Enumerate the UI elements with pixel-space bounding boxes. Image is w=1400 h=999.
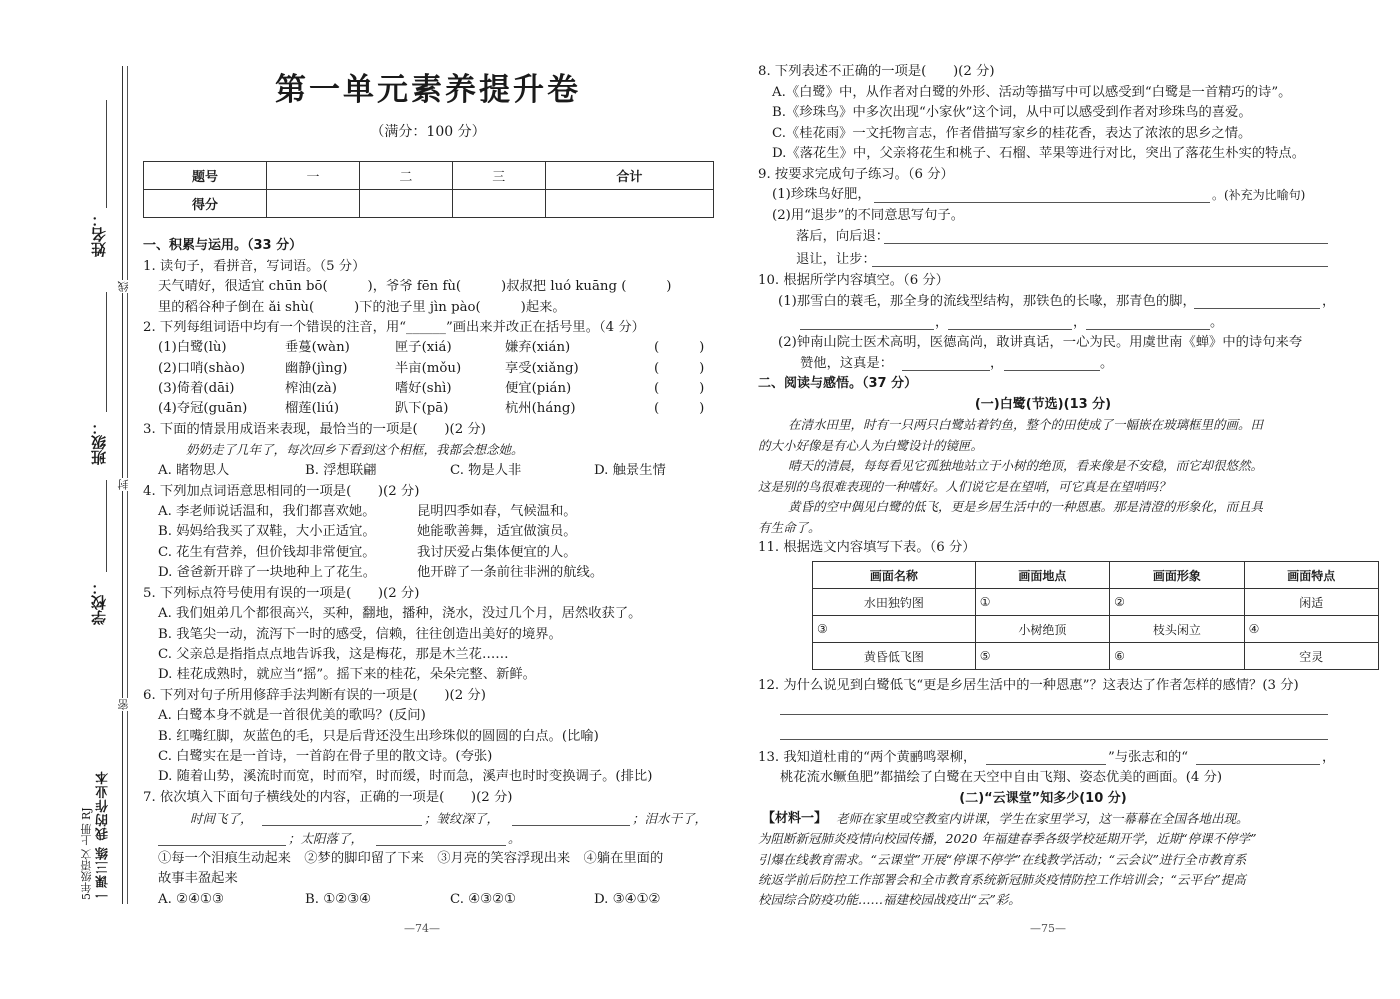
page-number-left: —74— — [404, 922, 440, 935]
q13-blank-1[interactable] — [986, 764, 1106, 765]
score-input[interactable] — [359, 190, 452, 218]
reading-1-title: (一)白鹭(节选)(13 分) — [974, 397, 1112, 412]
q7-sentence-part5: 。 — [508, 831, 521, 846]
score-cell: 一 — [267, 162, 360, 190]
q8-option-c[interactable]: C.《桂花雨》一文托物言志，作者借描写家乡的桂花香，表达了浓浓的思乡之情。 — [772, 126, 1252, 141]
q11-table-header — [813, 562, 1379, 589]
school-field[interactable] — [106, 480, 107, 572]
score-table-header-row — [144, 162, 714, 190]
q10-comma-4: ， — [990, 356, 1004, 371]
q13-blank-2[interactable] — [1196, 764, 1320, 765]
seal-xian: 线 — [117, 281, 130, 292]
q11-answer-cell[interactable]: ③ — [813, 616, 976, 643]
q10-blank-1[interactable] — [1194, 308, 1320, 309]
score-cell: 合计 — [545, 162, 713, 190]
reading-1-p1-line2: 的大小好像是有心人为白鹭设计的镜匣。 — [758, 438, 984, 453]
score-table — [143, 161, 714, 218]
q6-option-b[interactable]: B. 红嘴红脚，灰蓝色的毛，只是后背还没生出珍珠似的圆圆的白点。(比喻) — [158, 729, 599, 744]
score-cell: 题号 — [144, 162, 267, 190]
q11-answer-cell[interactable]: ② — [1110, 589, 1244, 616]
q6-option-a[interactable]: A. 白鹭本身不就是一首很优美的歌吗？(反问) — [158, 708, 426, 723]
reading-2-line2: 为阻断新冠肺炎疫情向校园传播，2020 年福建春季各级学校延期开学，近期“停课不停学” — [758, 831, 1257, 846]
q2-row4-c2: 榴莲(liú) — [285, 401, 340, 416]
school-label: 学校： — [90, 580, 108, 625]
question-7: 7. 依次填入下面句子横线处的内容，正确的一项是( )(2 分) — [143, 790, 513, 805]
q11-table-row — [813, 616, 1379, 643]
q12-answer-line-1[interactable] — [780, 714, 1328, 715]
brand-subtext: 5年级语文 上册 RJ — [80, 807, 93, 900]
q7-option-b[interactable]: B. ①②③④ — [305, 892, 371, 907]
q9-part1-answer-line[interactable] — [874, 202, 1210, 203]
q2-row4-c3: 趴下(pā) — [395, 401, 449, 416]
question-11: 11. 根据选文内容填写下表。（6 分） — [758, 540, 976, 555]
q13-comma: ， — [1322, 750, 1336, 765]
q7-sentence-part2: ；皱纹深了， — [424, 811, 500, 826]
q11-cell: 枝头闲立 — [1110, 616, 1244, 643]
question-9: 9. 按要求完成句子练习。（6 分） — [758, 167, 954, 182]
name-field[interactable] — [106, 100, 107, 208]
q2-row3-c1: (3)倚着(dāi) — [158, 381, 235, 396]
class-label: 班级： — [90, 420, 108, 465]
q2-row3-answer[interactable]: ( ) — [654, 381, 705, 396]
section-1-heading: 一、积累与运用。（33 分） — [143, 238, 303, 253]
q6-option-d[interactable]: D. 随着山势，溪流时而宽，时而窄，时而缓，时而急，溪声也时时变换调子。(排比) — [158, 769, 653, 784]
q11-table — [812, 561, 1379, 670]
seal-mi: 密 — [117, 699, 130, 710]
q10-blank-5[interactable] — [902, 370, 990, 371]
q5-option-b[interactable]: B. 我笔尖一动，流泻下一时的感受，信赖，往往创造出美好的境界。 — [158, 627, 562, 642]
q9-part2: (2)用“退步”的不同意思写句子。 — [772, 208, 964, 223]
q3-option-a[interactable]: A. 睹物思人 — [158, 463, 230, 478]
score-cell: 三 — [452, 162, 545, 190]
q4-option-b[interactable]: B. 妈妈给我买了双鞋，大小正适宜。 — [158, 524, 376, 539]
seal-feng: 封 — [117, 479, 130, 490]
class-field[interactable] — [106, 292, 107, 412]
question-5: 5. 下列标点符号使用有误的一项是( )(2 分) — [143, 586, 420, 601]
q11-table-row — [813, 589, 1379, 616]
reading-2-title: (二)“云课堂”知多少(10 分) — [959, 791, 1127, 806]
q9-part1: (1)珍珠鸟好肥， — [772, 187, 871, 202]
q11-cell: 小树绝顶 — [975, 616, 1109, 643]
q6-option-c[interactable]: C. 白鹭实在是一首诗，一首韵在骨子里的散文诗。(夸张) — [158, 749, 493, 764]
q3-option-b[interactable]: B. 浮想联翩 — [305, 463, 377, 478]
reading-2-line5: 校园综合防疫功能……福建校园战疫出“云”彩。 — [758, 892, 1021, 907]
q2-row1-c2: 垂蔓(wàn) — [285, 340, 350, 355]
q2-row2-c2: 幽静(jìnɡ) — [285, 361, 348, 376]
score-input[interactable] — [545, 190, 713, 218]
question-2: 2. 下列每组词语中均有一个错误的注音，用“______”画出来并改正在括号里。（4 分） — [143, 320, 645, 335]
q4-option-c[interactable]: C. 花生有营养，但价钱却非常便宜。 — [158, 545, 376, 560]
question-3: 3. 下面的情景用成语来表现，最恰当的一项是( )(2 分) — [143, 422, 486, 437]
score-cell: 得分 — [144, 190, 267, 218]
q9-part2a-label: 落后，向后退： — [796, 229, 890, 244]
page-number-right: —75— — [1030, 922, 1066, 935]
name-label: 姓名： — [90, 212, 108, 257]
reading-2-material-tag: 【材料一】 — [762, 811, 828, 826]
q7-blank-1[interactable] — [262, 825, 422, 826]
q7-option-c[interactable]: C. ④③②① — [450, 892, 516, 907]
q11-answer-cell[interactable]: ⑤ — [975, 643, 1109, 670]
question-8: 8. 下列表述不正确的一项是( )(2 分) — [758, 64, 995, 79]
q11-cell: 黄昏低飞图 — [813, 643, 976, 670]
q11-cell: 水田独钓图 — [813, 589, 976, 616]
q4-option-c-pair: 我讨厌爱占集体便宜的人。 — [417, 545, 577, 560]
full-score: （满分：100 分） — [370, 124, 486, 140]
question-4: 4. 下列加点词语意思相同的一项是( )(2 分) — [143, 484, 420, 499]
q2-row1-c4: 嫌弃(xián) — [505, 340, 571, 355]
q9-part2b-answer-line[interactable] — [872, 266, 1328, 267]
reading-1-p2-line2: 这是别的鸟很难表现的一种嗜好。人们说它是在望哨，可它真是在望哨吗？ — [758, 479, 1171, 494]
q2-row4-answer[interactable]: ( ) — [654, 401, 705, 416]
score-input[interactable] — [267, 190, 360, 218]
question-13-cont: 桃花流水鳜鱼肥”都描绘了白鹭在天空中自由飞翔、姿态优美的画面。(4 分) — [780, 770, 1223, 785]
q8-option-b[interactable]: B.《珍珠鸟》中多次出现“小家伙”这个词，从中可以感受到作者对珍珠鸟的喜爱。 — [772, 105, 1252, 120]
question-13: 13. 我知道杜甫的“两个黄鹂鸣翠柳， — [758, 750, 977, 765]
q7-items-line2: 故事丰盈起来 — [158, 871, 238, 886]
q11-table-row — [813, 643, 1379, 670]
q9-part2b-label: 退让，让步： — [796, 252, 876, 267]
q4-option-d-pair: 他开辟了一条前往非洲的航线。 — [417, 565, 604, 580]
q2-row1-c1: (1)白鹭(lù) — [158, 340, 227, 355]
q2-row2-c4: 享受(xiǎng) — [505, 361, 579, 376]
section-2-heading: 二、阅读与感悟。（37 分） — [758, 376, 918, 391]
q2-row4-c4: 杭州(háng) — [505, 401, 576, 416]
reading-2-line4: 统返学前后防控工作部署会和全市教育系统新冠肺炎疫情防控工作培训会；“云平台”提高 — [758, 872, 1246, 887]
question-1-line2: 里的稻谷种子倒在 ǎi shù( )下的池子里 jìn pào( )起来。 — [158, 300, 566, 315]
question-1-line1: 天气晴好，很适宜 chūn bō( )，爷爷 fēn fù( )叔叔把 luó kuāng ( ) — [158, 279, 672, 294]
q7-blank-2[interactable] — [512, 825, 630, 826]
q10-part2-cont: 赞他，这真是： — [800, 356, 894, 371]
q5-option-d[interactable]: D. 桂花成熟时，就应当“摇”。摇下来的桂花，朵朵完整、新鲜。 — [158, 667, 536, 682]
reading-1-p1-line1: 在清水田里，时有一只两只白鹭站着钓鱼，整个的田使成了一幅嵌在玻璃框里的画。田 — [788, 417, 1264, 432]
q2-row3-c4: 便宜(pián) — [505, 381, 572, 396]
q4-option-d[interactable]: D. 爸爸新开辟了一块地种上了花生。 — [158, 565, 377, 580]
q2-row3-c2: 榨油(zà) — [285, 381, 337, 396]
q10-comma-1: ， — [1322, 294, 1336, 309]
q3-option-c[interactable]: C. 物是人非 — [450, 463, 522, 478]
q12-answer-line-2[interactable] — [780, 739, 1328, 740]
q9-part2a-answer-line[interactable] — [884, 243, 1328, 244]
question-3-context: 奶奶走了几年了，每次回乡下看到这个相框，我都会想念她。 — [186, 442, 524, 457]
q2-row2-c3: 半亩(mǒu) — [395, 361, 462, 376]
brand-text: 一课三练 我的作业本 — [96, 770, 111, 902]
q11-answer-cell[interactable]: ① — [975, 589, 1109, 616]
q2-row1-answer[interactable]: ( ) — [654, 340, 705, 355]
q10-blank-3[interactable] — [948, 329, 1072, 330]
q7-items-line1: ①每一个泪痕生动起来 ②梦的脚印留了下来 ③月亮的笑容浮现出来 ④躺在里面的 — [158, 851, 664, 866]
q2-row2-answer[interactable]: ( ) — [654, 361, 705, 376]
q5-option-a[interactable]: A. 我们姐弟几个都很高兴，买种，翻地，播种，浇水，没过几个月，居然收获了。 — [158, 606, 642, 621]
q10-comma-3: ， — [1073, 315, 1087, 330]
q7-option-a[interactable]: A. ②④①③ — [158, 892, 224, 907]
q10-part1: (1)那雪白的蓑毛，那全身的流线型结构，那铁色的长喙，那青色的脚， — [778, 294, 1196, 309]
q2-row4-c1: (4)夺冠(guān) — [158, 401, 248, 416]
q11-header-cell: 画面形象 — [1110, 562, 1244, 589]
score-input[interactable] — [452, 190, 545, 218]
q7-blank-4[interactable] — [376, 845, 506, 846]
score-cell: 二 — [359, 162, 452, 190]
q4-option-b-pair: 她能歌善舞，适宜做演员。 — [417, 524, 577, 539]
q11-answer-cell[interactable]: ⑥ — [1110, 643, 1244, 670]
q8-option-d[interactable]: D.《落花生》中，父亲将花生和桃子、石榴、苹果等进行对比，突出了落花生朴实的特点。 — [772, 146, 1305, 161]
q7-sentence-part3: ；泪水干了， — [632, 811, 708, 826]
brand-logo — [78, 670, 120, 905]
reading-2-line3: 引爆在线教育需求。“云课堂”开展“停课不停学”在线教学活动；“云会议”进行全市教育系 — [758, 852, 1247, 867]
q11-header-cell: 画面名称 — [813, 562, 976, 589]
q7-sentence-part1: 时间飞了， — [190, 811, 253, 826]
q8-option-a[interactable]: A.《白鹭》中，从作者对白鹭的外形、活动等描写中可以感受到“白鹭是一首精巧的诗”。 — [772, 85, 1292, 100]
q10-blank-4[interactable] — [1086, 329, 1210, 330]
q4-option-a[interactable]: A. 李老师说话温和，我们都喜欢她。 — [158, 504, 376, 519]
q10-blank-2[interactable] — [800, 329, 934, 330]
reading-1-p3-line1: 黄昏的空中偶见白鹭的低飞，更是乡居生活中的一种恩惠。那是清澄的形象化，而且具 — [788, 499, 1264, 514]
q7-blank-3[interactable] — [158, 845, 286, 846]
q10-comma-2: ， — [935, 315, 949, 330]
q2-row1-c3: 匣子(xiá) — [395, 340, 452, 355]
q11-answer-cell[interactable]: ④ — [1244, 616, 1378, 643]
q10-period-2: 。 — [1100, 356, 1114, 371]
q2-row3-c3: 嗜好(shì) — [395, 381, 452, 396]
question-12: 12. 为什么说见到白鹭低飞“更是乡居生活中的一种恩惠”？这表达了作者怎样的感情？(3 分) — [758, 678, 1299, 693]
reading-1-p3-line2: 有生命了。 — [758, 520, 821, 535]
q9-part1-note: 。(补充为比喻句) — [1212, 188, 1306, 202]
question-10: 10. 根据所学内容填空。（6 分） — [758, 273, 949, 288]
reading-1-p2-line1: 晴天的清晨，每每看见它孤独地站立于小树的绝顶，看来像是不安稳，而它却很悠然。 — [788, 458, 1264, 473]
score-table-score-row — [144, 190, 714, 218]
reading-2-line1: 老师在家里或空教室内讲课，学生在家里学习，这一幕幕在全国各地出现。 — [836, 811, 1249, 826]
q10-period-1: 。 — [1210, 315, 1224, 330]
q11-cell: 空灵 — [1244, 643, 1378, 670]
q7-option-d[interactable]: D. ③④①② — [594, 892, 661, 907]
question-13-mid: ”与张志和的“ — [1108, 750, 1189, 765]
q4-option-a-pair: 昆明四季如春，气候温和。 — [417, 504, 577, 519]
q10-part2: (2)钟南山院士医术高明，医德高尚，敢讲真话，一心为民。用虞世南《蝉》中的诗句来夸 — [778, 335, 1303, 350]
q2-row2-c1: (2)口哨(shào) — [158, 361, 246, 376]
q3-option-d[interactable]: D. 触景生情 — [594, 463, 666, 478]
q7-sentence-part4: ；太阳落了， — [288, 831, 364, 846]
q5-option-c[interactable]: C. 父亲总是指指点点地告诉我，这是梅花，那是木兰花…… — [158, 647, 509, 662]
q10-blank-6[interactable] — [1004, 370, 1100, 371]
question-1: 1. 读句子，看拼音，写词语。（5 分） — [143, 259, 366, 274]
question-6: 6. 下列对句子所用修辞手法判断有误的一项是( )(2 分) — [143, 688, 486, 703]
q11-cell: 闲适 — [1244, 589, 1378, 616]
q11-header-cell: 画面地点 — [975, 562, 1109, 589]
page-title: 第一单元素养提升卷 — [275, 72, 581, 108]
q11-header-cell: 画面特点 — [1244, 562, 1378, 589]
